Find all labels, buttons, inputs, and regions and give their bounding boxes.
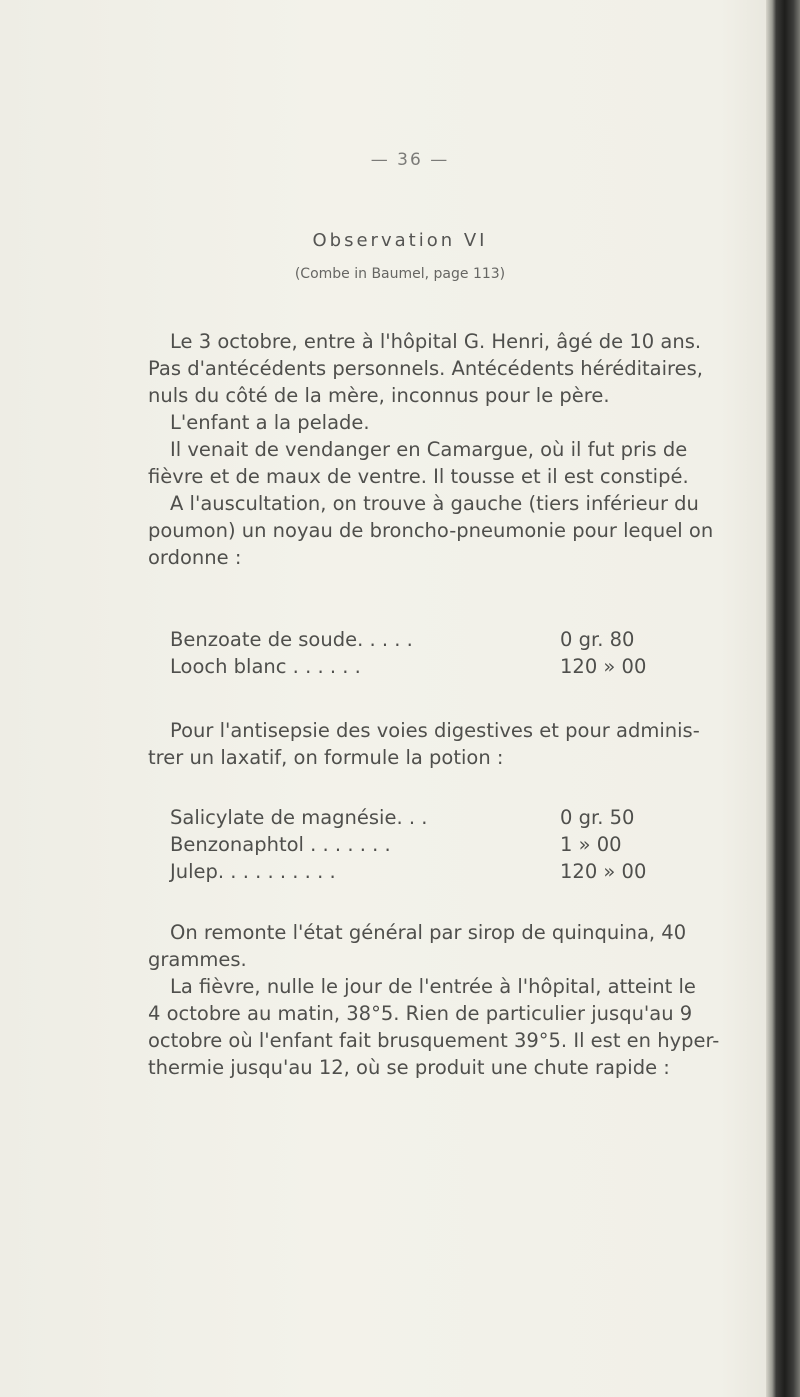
drug-name: Benzoate de soude. . . . . [170,628,413,651]
book-binding-edge [766,0,800,1397]
prescription-row [170,858,730,885]
drug-quantity: 120 » 00 [560,860,647,883]
text-line: octobre où l'enfant fait brusquement 39°5. Il est en hyper- [148,1029,720,1052]
middle-paragraph [148,717,760,771]
text-line: ordonne : [148,546,242,569]
text-line: A l'auscultation, on trouve à gauche (tiers inférieur du [170,492,699,515]
text-line: trer un laxatif, on formule la potion : [148,746,504,769]
closing-paragraph [148,919,760,1081]
text-line: La fièvre, nulle le jour de l'entrée à l'hôpital, atteint le [170,975,696,998]
drug-name: Looch blanc . . . . . . [170,655,361,678]
text-line: nuls du côté de la mère, inconnus pour le père. [148,384,610,407]
drug-name: Benzonaphtol . . . . . . . [170,833,391,856]
text-line: thermie jusqu'au 12, où se produit une chute rapide : [148,1056,670,1079]
drug-quantity: 1 » 00 [560,833,622,856]
text-line: On remonte l'état général par sirop de quinquina, 40 [170,921,687,944]
text-line: poumon) un noyau de broncho-pneumonie pour lequel on [148,519,714,542]
text-line: 4 octobre au matin, 38°5. Rien de particulier jusqu'au 9 [148,1002,693,1025]
page-number: — 36 — [370,150,450,170]
drug-name: Julep. . . . . . . . . . [170,860,336,883]
prescription-row [170,804,730,831]
text-line: Pour l'antisepsie des voies digestives et pour adminis- [170,719,700,742]
drug-quantity: 0 gr. 80 [560,628,635,651]
prescription-row [170,653,730,680]
prescription-2 [170,804,730,885]
prescription-1 [170,626,730,680]
prescription-row [170,626,730,653]
prescription-row [170,831,730,858]
drug-quantity: 120 » 00 [560,655,647,678]
intro-paragraph [148,328,760,571]
drug-name: Salicylate de magnésie. . . [170,806,428,829]
text-line: Pas d'antécédents personnels. Antécédents héréditaires, [148,357,703,380]
text-line: grammes. [148,948,247,971]
observation-source: (Combe in Baumel, page 113) [294,266,506,282]
observation-title: Observation VI [312,230,488,251]
text-line: L'enfant a la pelade. [170,411,370,434]
text-line: fièvre et de maux de ventre. Il tousse et il est constipé. [148,465,689,488]
text-line: Le 3 octobre, entre à l'hôpital G. Henri, âgé de 10 ans. [170,330,702,353]
text-line: Il venait de vendanger en Camargue, où il fut pris de [170,438,688,461]
drug-quantity: 0 gr. 50 [560,806,635,829]
